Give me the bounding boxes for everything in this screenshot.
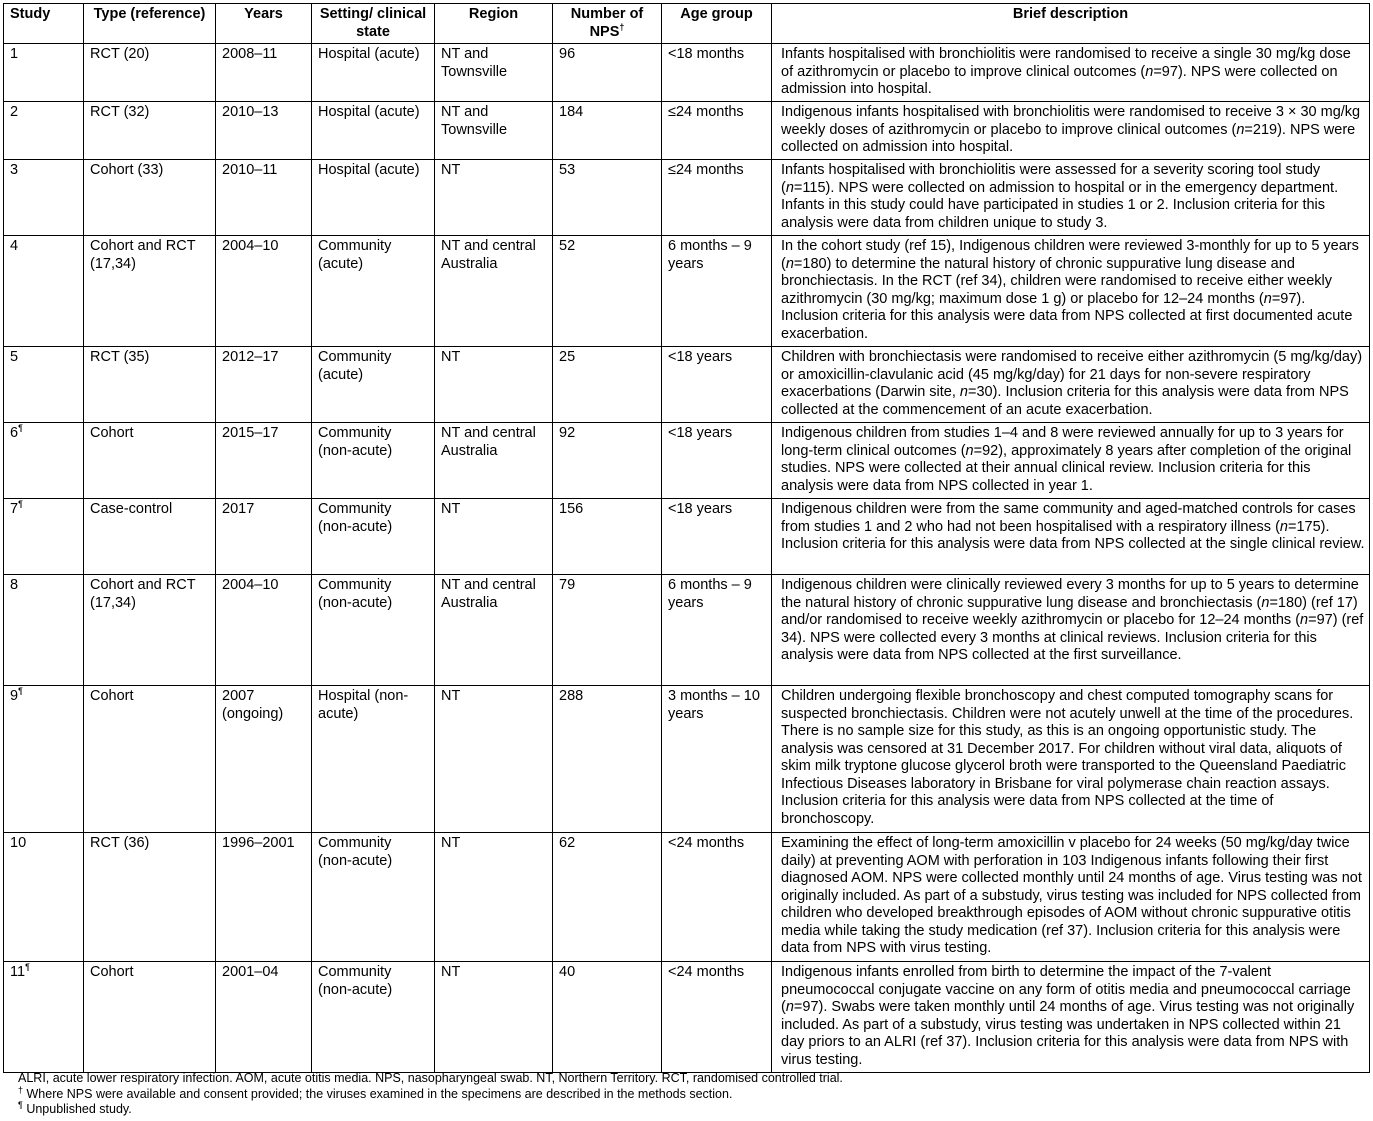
region-cell (435, 102, 553, 160)
sample-size-symbol: n (785, 179, 794, 196)
column-header-label: Type (reference) (93, 6, 206, 22)
study-number-cell (4, 347, 84, 423)
setting-cell (312, 160, 435, 236)
sample-size-symbol: n (1279, 518, 1288, 535)
region-cell-text: NT (441, 349, 461, 365)
description-cell (772, 44, 1370, 102)
type-cell (84, 160, 216, 236)
type-cell (84, 44, 216, 102)
age-group-cell (662, 423, 772, 499)
unpublished-mark: ¶ (18, 423, 23, 434)
description-text: =180) (ref 17) and/or randomised to receive weekly azithromycin or placebo for 12–24 months ( (781, 594, 1358, 628)
region-cell-text: NT (441, 688, 461, 704)
sample-size-symbol: n (1263, 290, 1272, 307)
study-number-cell-text: 2 (10, 104, 19, 120)
type-cell (84, 686, 216, 833)
table-header-row (4, 4, 1370, 44)
type-cell-text: RCT (20) (90, 46, 150, 62)
table-row (4, 44, 1370, 102)
age-group-cell (662, 102, 772, 160)
setting-cell-text: Community (acute) (318, 349, 392, 383)
setting-cell (312, 44, 435, 102)
type-cell (84, 962, 216, 1073)
study-number-cell-text: 10 (10, 835, 27, 851)
column-header-label: Study (10, 6, 51, 22)
sample-size-symbol: n (1236, 121, 1245, 138)
setting-cell-text: Community (non-acute) (318, 501, 393, 535)
setting-cell-text: Hospital (acute) (318, 162, 420, 178)
study-number-cell (4, 575, 84, 686)
nps-count-cell-text: 62 (559, 835, 576, 851)
years-cell-text: 2010–11 (222, 162, 278, 178)
region-cell-text: NT (441, 162, 461, 178)
region-cell (435, 44, 553, 102)
unpublished-mark: ¶ (25, 962, 30, 973)
study-number-cell-text: 9 (10, 688, 19, 704)
study-number-cell (4, 44, 84, 102)
study-number-cell (4, 962, 84, 1073)
age-group-cell (662, 686, 772, 833)
column-header-label: Setting/ clinical state (319, 6, 427, 40)
column-header (435, 4, 553, 44)
type-cell (84, 347, 216, 423)
description-text: =92), approximately 8 years after completion of the original studies. NPS were collected at their annual clinical review. Inclusion criteria for this analysis were data from NPS collected in year 1. (781, 442, 1352, 494)
nps-count-cell (553, 160, 662, 236)
study-number-cell (4, 833, 84, 962)
column-header (553, 4, 662, 44)
nps-count-cell (553, 962, 662, 1073)
setting-cell (312, 962, 435, 1073)
age-group-cell-text: 3 months – 10 years (668, 688, 760, 722)
type-cell-text: Cohort and RCT (17,34) (90, 577, 196, 611)
study-number-cell-text: 7 (10, 501, 19, 517)
years-cell (216, 44, 312, 102)
study-number-cell-text: 8 (10, 577, 19, 593)
region-cell (435, 575, 553, 686)
setting-cell-text: Hospital (non-acute) (318, 688, 409, 722)
years-cell (216, 499, 312, 575)
description-text: =30). Inclusion criteria for this analysis were data from NPS collected at the commencement of an acute exacerbation. (781, 384, 1349, 418)
age-group-cell (662, 347, 772, 423)
nps-count-cell (553, 575, 662, 686)
years-cell (216, 686, 312, 833)
setting-cell-text: Community (acute) (318, 238, 392, 272)
region-cell (435, 962, 553, 1073)
region-cell-text: NT and Townsville (441, 46, 508, 80)
type-cell-text: Cohort (33) (90, 162, 164, 178)
setting-cell (312, 423, 435, 499)
years-cell (216, 102, 312, 160)
setting-cell-text: Community (non-acute) (318, 425, 393, 459)
study-number-cell-text: 3 (10, 162, 19, 178)
nps-count-cell-text: 96 (559, 46, 576, 62)
study-number-cell-text: 1 (10, 46, 19, 62)
setting-cell-text: Community (non-acute) (318, 577, 393, 611)
years-cell (216, 236, 312, 347)
nps-count-cell (553, 686, 662, 833)
type-cell-text: RCT (32) (90, 104, 150, 120)
age-group-cell (662, 575, 772, 686)
age-group-cell-text: <18 years (668, 501, 733, 517)
region-cell-text: NT (441, 835, 461, 851)
years-cell-text: 2004–10 (222, 238, 279, 254)
table-row (4, 423, 1370, 499)
age-group-cell (662, 236, 772, 347)
study-number-cell (4, 423, 84, 499)
study-number-cell (4, 236, 84, 347)
nps-count-cell-text: 288 (559, 688, 584, 704)
description-text: Infants hospitalised with bronchiolitis were randomised to receive a single 30 mg/kg dose of azithromycin or placebo to improve clinical outcomes ( (781, 46, 1351, 80)
table-row (4, 499, 1370, 575)
age-group-cell (662, 833, 772, 962)
setting-cell (312, 833, 435, 962)
sample-size-symbol: n (965, 442, 974, 459)
description-cell (772, 962, 1370, 1073)
setting-cell-text: Hospital (acute) (318, 104, 420, 120)
column-header (84, 4, 216, 44)
description-cell (772, 499, 1370, 575)
years-cell (216, 833, 312, 962)
setting-cell (312, 575, 435, 686)
study-number-cell-text: 11 (10, 964, 26, 980)
type-cell-text: RCT (36) (90, 835, 150, 851)
description-cell (772, 833, 1370, 962)
column-header (216, 4, 312, 44)
region-cell-text: NT (441, 501, 461, 517)
description-text: Children with bronchiectasis were randomised to receive either azithromycin (5 mg/kg/day) or amoxicillin-clavulanic acid (45 mg/kg/day) for 21 days for non-severe respiratory exacerbations (Darwin site, (781, 349, 1363, 400)
age-group-cell-text: <18 years (668, 425, 733, 441)
type-cell-text: RCT (35) (90, 349, 150, 365)
type-cell (84, 499, 216, 575)
study-number-cell (4, 686, 84, 833)
description-cell (772, 686, 1370, 833)
nps-count-cell (553, 102, 662, 160)
years-cell-text: 2012–17 (222, 349, 279, 365)
years-cell (216, 423, 312, 499)
age-group-cell-text: <18 years (668, 349, 733, 365)
age-group-cell-text: ≤24 months (668, 104, 744, 120)
region-cell (435, 833, 553, 962)
description-text: =97). Inclusion criteria for this analysis were data from NPS collected at first documented acute exacerbation. (781, 290, 1353, 342)
type-cell-text: Cohort (90, 425, 134, 441)
column-header (4, 4, 84, 44)
footnote-unpublished (18, 1099, 843, 1118)
nps-count-cell-text: 40 (559, 964, 576, 980)
region-cell-text: NT and central Australia (441, 425, 536, 459)
nps-count-cell (553, 347, 662, 423)
study-number-cell (4, 160, 84, 236)
description-text: Infants hospitalised with bronchiolitis were assessed for a severity scoring tool study ( (781, 162, 1321, 196)
years-cell-text: 2008–11 (222, 46, 278, 62)
description-text: =115). NPS were collected on admission to hospital or in the emergency department. Infants in this study could have participated in studies 1 or 2. Inclusion criteria for this analysis were data from children unique to study 3. (781, 179, 1339, 231)
age-group-cell (662, 160, 772, 236)
age-group-cell-text: 6 months – 9 years (668, 238, 752, 272)
dagger-mark: † (619, 21, 625, 32)
sample-size-symbol: n (1261, 594, 1270, 611)
sample-size-symbol: n (785, 255, 794, 272)
sample-size-symbol: n (1145, 63, 1154, 80)
age-group-cell-text: <24 months (668, 835, 745, 851)
region-cell (435, 499, 553, 575)
sample-size-symbol: n (959, 384, 968, 400)
nps-count-cell-text: 53 (559, 162, 576, 178)
setting-cell-text: Community (non-acute) (318, 964, 393, 998)
years-cell-text: 2010–13 (222, 104, 279, 120)
age-group-cell (662, 962, 772, 1073)
nps-count-cell (553, 499, 662, 575)
age-group-cell-text: <18 months (668, 46, 745, 62)
type-cell-text: Cohort (90, 688, 134, 704)
description-cell (772, 102, 1370, 160)
study-number-cell-text: 5 (10, 349, 19, 365)
description-text: Examining the effect of long-term amoxicillin v placebo for 24 weeks (50 mg/kg/day twice daily) at preventing AOM with perforation in 103 Indigenous infants following their first diagnosed AOM. NPS were collected monthly until 24 months of age. Virus testing was not originally included. As part of a substudy, virus testing was included for NPS collected from children who developed breakthrough episodes of AOM without chronic suppurative otitis media while taking the study medication (ref 37). Inclusion criteria for this analysis were data from NPS with virus testing. (781, 835, 1362, 956)
setting-cell (312, 686, 435, 833)
years-cell-text: 2007 (ongoing) (222, 688, 284, 722)
column-header-label: Number of NPS (570, 6, 644, 40)
nps-count-cell-text: 156 (559, 501, 584, 517)
type-cell-text: Cohort and RCT (17,34) (90, 238, 196, 272)
table-row (4, 686, 1370, 833)
region-cell (435, 686, 553, 833)
type-cell (84, 423, 216, 499)
region-cell-text: NT and Townsville (441, 104, 508, 138)
type-cell (84, 102, 216, 160)
description-text: =97) (ref 34). NPS were collected every 3 months at clinical reviews. Inclusion criteria for this analysis were data from NPS collected at the first surveillance. (781, 612, 1364, 663)
region-cell (435, 236, 553, 347)
region-cell (435, 160, 553, 236)
description-text: Indigenous children were from the same community and aged-matched controls for cases from studies 1 and 2 who had not been hospitalised with a respiratory illness ( (781, 501, 1356, 535)
nps-count-cell (553, 833, 662, 962)
region-cell-text: NT and central Australia (441, 577, 536, 611)
description-cell (772, 236, 1370, 347)
nps-count-cell (553, 44, 662, 102)
description-cell (772, 160, 1370, 236)
pilcrow-mark: ¶ (18, 1099, 23, 1110)
studies-table (3, 3, 1370, 1073)
unpublished-mark: ¶ (18, 499, 23, 510)
study-number-cell (4, 499, 84, 575)
years-cell-text: 1996–2001 (222, 835, 295, 851)
nps-count-cell (553, 236, 662, 347)
study-number-cell-text: 6 (10, 425, 19, 441)
description-cell (772, 347, 1370, 423)
description-text: Indigenous infants enrolled from birth to determine the impact of the 7-valent pneumococcal conjugate vaccine on any form of otitis media and pneumococcal carriage ( (781, 964, 1351, 1015)
years-cell (216, 347, 312, 423)
description-text: =97). Swabs were taken monthly until 24 months of age. Virus testing was not originally included. As part of a substudy, virus testing was undertaken in NPS collected within 21 day priors to an ALRI (ref 37). Inclusion criteria for this analysis were data from NPS with virus testing. (781, 999, 1355, 1068)
region-cell (435, 423, 553, 499)
nps-count-cell-text: 52 (559, 238, 576, 254)
footnote-unpublished-text: Unpublished study. (22, 1102, 132, 1116)
table-row (4, 575, 1370, 686)
type-cell (84, 575, 216, 686)
description-text: Indigenous infants hospitalised with bronchiolitis were randomised to receive 3 × 30 mg/kg weekly doses of azithromycin or placebo to improve clinical outcomes ( (781, 104, 1361, 138)
description-text: =219). NPS were collected on admission into hospital. (781, 121, 1356, 155)
sample-size-symbol: n (1300, 612, 1309, 628)
table-row (4, 102, 1370, 160)
description-text: In the cohort study (ref 15), Indigenous children were reviewed 3-monthly for up to 5 years ( (781, 238, 1359, 272)
setting-cell (312, 102, 435, 160)
column-header-label: Years (244, 6, 283, 22)
setting-cell (312, 499, 435, 575)
nps-count-cell-text: 25 (559, 349, 576, 365)
footnote-abbreviations: ALRI, acute lower respiratory infection. AOM, acute otitis media. NPS, nasopharyngeal swab. NT, Northern Territory. RCT, randomised controlled trial. (18, 1071, 843, 1085)
description-text: Indigenous children were clinically reviewed every 3 months for up to 5 years to determine the natural history of chronic suppurative lung disease and bronchiectasis ( (781, 577, 1359, 611)
age-group-cell-text: <24 months (668, 964, 745, 980)
years-cell-text: 2017 (222, 501, 255, 517)
years-cell-text: 2015–17 (222, 425, 279, 441)
setting-cell (312, 236, 435, 347)
years-cell-text: 2004–10 (222, 577, 279, 593)
table-row (4, 236, 1370, 347)
age-group-cell (662, 499, 772, 575)
years-cell (216, 160, 312, 236)
column-header-label: Region (468, 6, 519, 22)
column-header-label: Brief description (1012, 6, 1129, 22)
footnote-dagger (18, 1084, 843, 1103)
nps-count-cell (553, 423, 662, 499)
type-cell-text: Case-control (90, 501, 173, 517)
region-cell-text: NT and central Australia (441, 238, 536, 272)
sample-size-symbol: n (785, 999, 794, 1015)
setting-cell-text: Community (non-acute) (318, 835, 393, 869)
years-cell (216, 575, 312, 686)
table-row (4, 962, 1370, 1073)
type-cell (84, 833, 216, 962)
setting-cell-text: Hospital (acute) (318, 46, 420, 62)
unpublished-mark: ¶ (18, 686, 23, 697)
age-group-cell-text: 6 months – 9 years (668, 577, 752, 611)
description-text: =175). Inclusion criteria for this analysis were data from NPS collected at the single clinical review. (781, 518, 1365, 552)
table-row (4, 347, 1370, 423)
age-group-cell (662, 44, 772, 102)
description-cell (772, 575, 1370, 686)
description-cell (772, 423, 1370, 499)
years-cell-text: 2001–04 (222, 964, 279, 980)
region-cell (435, 347, 553, 423)
setting-cell (312, 347, 435, 423)
column-header-label: Age group (680, 6, 753, 22)
nps-count-cell-text: 92 (559, 425, 576, 441)
table-footnotes (18, 1071, 843, 1118)
description-text: Indigenous children from studies 1–4 and 8 were reviewed annually for up to 3 years for long-term clinical outcomes ( (781, 425, 1344, 459)
footnote-dagger-text: Where NPS were available and consent provided; the viruses examined in the specimens are described in the methods section. (23, 1086, 733, 1101)
type-cell (84, 236, 216, 347)
table-row (4, 160, 1370, 236)
age-group-cell-text: ≤24 months (668, 162, 744, 178)
nps-count-cell-text: 79 (559, 577, 576, 593)
table-row (4, 833, 1370, 962)
description-text: =97). NPS were collected on admission into hospital. (781, 63, 1338, 97)
column-header (772, 4, 1370, 44)
study-number-cell (4, 102, 84, 160)
study-number-cell-text: 4 (10, 238, 19, 254)
type-cell-text: Cohort (90, 964, 134, 980)
column-header (662, 4, 772, 44)
column-header (312, 4, 435, 44)
region-cell-text: NT (441, 964, 461, 980)
years-cell (216, 962, 312, 1073)
description-text: =180) to determine the natural history of chronic suppurative lung disease and bronchiectasis. In the RCT (ref 34), children were randomised to receive either weekly azithromycin (30 mg/kg; maximum dose 1 g) or placebo for 12–24 months ( (781, 255, 1332, 307)
description-text: Children undergoing flexible bronchoscopy and chest computed tomography scans for suspected bronchiectasis. Children were not acutely unwell at the time of the procedures. There is no sample size for this study, as this is an ongoing opportunistic study. The analysis was censored at 31 December 2017. For children without viral data, aliquots of skim milk tryptone glucose glycerol broth were transported to the Queensland Paediatric Infectious Diseases laboratory in Brisbane for viral polymerase chain reaction assays. Inclusion criteria for this analysis were data from NPS collected at the time of bronchoscopy. (781, 688, 1354, 827)
nps-count-cell-text: 184 (559, 104, 584, 120)
dagger-mark: † (18, 1084, 24, 1095)
